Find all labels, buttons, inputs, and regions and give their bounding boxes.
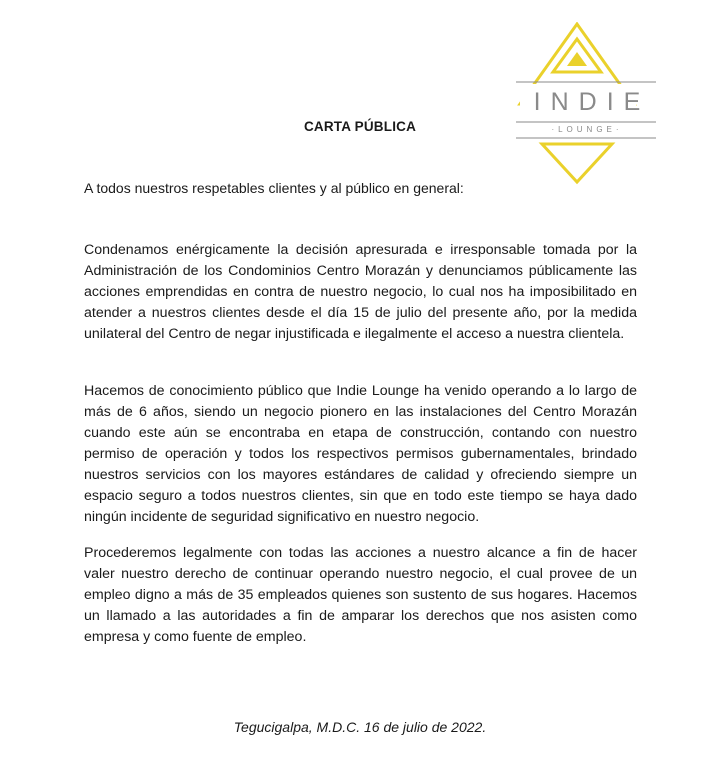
paragraph-3: Procederemos legalmente con todas las acciones a nuestro alcance a fin de hacer valer nuestro derecho de continuar operando nuestro negocio, el cual provee de un empleo digno a más de 35 empleados quienes son sustento de sus hogares. Hacemos un llamado a las autoridades a fin de amparar los derechos que nos asisten como empresa y como fuente de empleo. — [84, 545, 637, 645]
logo-sub-text: ·LOUNGE· — [551, 125, 623, 134]
indie-lounge-logo — [512, 22, 662, 192]
logo-brand-text: INDIE — [533, 88, 651, 116]
paragraph-2: Hacemos de conocimiento público que Indie Lounge ha venido operando a lo largo de más de 6 años, siendo un negocio pionero en las instalaciones del Centro Morazán cuando este aún se encontraba en etapa de construcción, contando con nuestro permiso de operación y todos los respectivos permisos gubernamentales, brindado nuestros servicios con los mayores estándares de calidad y ofreciendo siempre un espacio seguro a todos nuestros clientes, sin que en todo este tiempo se haya dado ningún incidente de seguridad significativo en nuestro negocio. — [84, 383, 637, 525]
letter-signoff: Tegucigalpa, M.D.C. 16 de julio de 2022. — [233, 719, 487, 735]
paragraph-1: Condenamos enérgicamente la decisión apresurada e irresponsable tomada por la Administración de los Condominios Centro Morazán y denunciamos públicamente las acciones emprendidas en contra de nuestro negocio, lo cual nos ha imposibilitado en atender a nuestros clientes desde el día 15 de julio del presente año, por la medida unilateral del Centro de negar injustificada e ilegalmente el acceso a nuestra clientela. — [84, 242, 637, 342]
letter-title: CARTA PÚBLICA — [303, 119, 417, 134]
letter-greeting: A todos nuestros respetables clientes y al público en general: — [84, 180, 464, 196]
